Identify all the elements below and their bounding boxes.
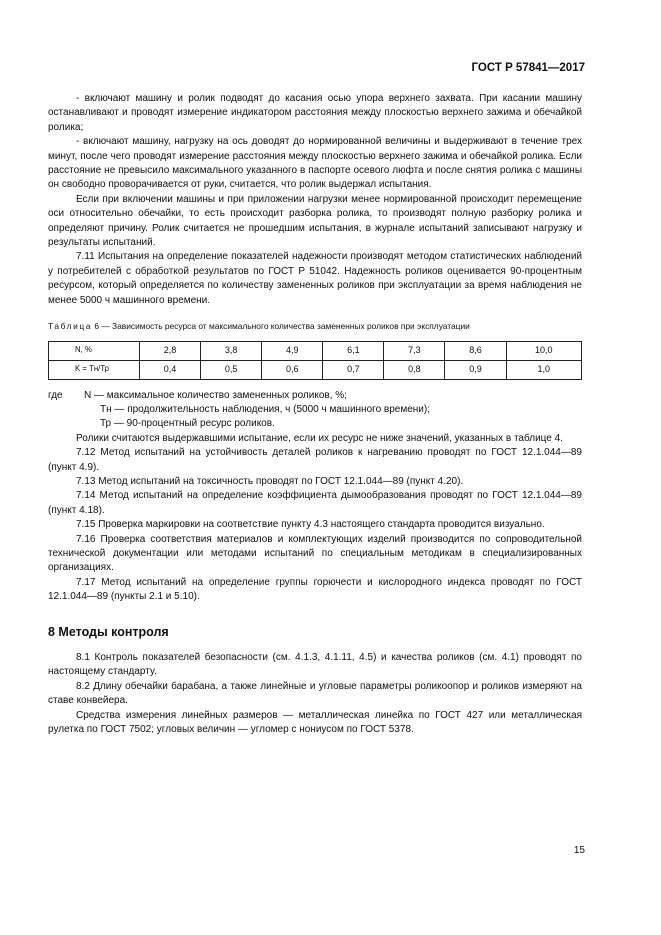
paragraph: 8.1 Контроль показателей безопасности (см. 4.1.3, 4.1.11, 4.5) и качества роликов (см. 4.1) проводят по настоящему стандарту. bbox=[48, 652, 582, 678]
where-text: — максимальное количество замененных роликов, %; bbox=[94, 389, 347, 401]
table-caption-text: 6 — Зависимость ресурса от максимального количества замененных роликов при эксплуатации bbox=[92, 321, 470, 332]
where-row bbox=[48, 417, 582, 431]
paragraph: 7.16 Проверка соответствия материалов и комплектующих изделий производится по сопроводительной технической документации или методами испытаний по специальным методикам в специализированных организациях. bbox=[48, 533, 582, 574]
paragraph: 7.15 Проверка маркировки на соответствие пункту 4.3 настоящего стандарта проводится визуально. bbox=[76, 519, 545, 531]
table-row bbox=[49, 360, 582, 379]
paragraph: - включают машину, нагрузку на ось доводят до нормированной величины и выдерживают в течение трех минут, после чего проводят измерение расстояния между плоскостью верхнего зажима и обечайкой ролика. Если расстояние не превысило максимального указанного в паспорте осевого люфта и после снятия ролика с машины он свободно проворачивается от руки, считается, что ролик выдержал испытания. bbox=[48, 136, 582, 191]
paragraph: 7.17 Метод испытаний на определение группы горючести и кислородного индекса проводят по ГОСТ 12.1.044—89 (пункты 2.1 и 5.10). bbox=[48, 576, 582, 603]
table-cell: 0,9 bbox=[445, 360, 506, 379]
paragraph: 7.13 Метод испытаний на токсичность проводят по ГОСТ 12.1.044—89 (пункт 4.20). bbox=[76, 475, 464, 487]
where-row bbox=[48, 403, 582, 417]
table-cell: 0,8 bbox=[384, 360, 445, 379]
paragraph: 7.12 Метод испытаний на устойчивость деталей роликов к нагреванию проводят по ГОСТ 12.1.044—89 (пункт 4.9). bbox=[48, 447, 582, 473]
where-intro: где bbox=[48, 389, 63, 401]
table-cell: 6,1 bbox=[323, 341, 384, 360]
paragraph: 8.2 Длину обечайки барабана, а также линейные и угловые параметры роликоопор и роликов измеряют на ставе конвейера. bbox=[48, 680, 582, 707]
table-cell: 0,6 bbox=[262, 360, 323, 379]
table-cell: 0,4 bbox=[140, 360, 201, 379]
table-row-label: K = Тн/Тр bbox=[49, 360, 140, 379]
table-cell: 8,6 bbox=[445, 341, 506, 360]
paragraph: Средства измерения линейных размеров — металлическая линейка по ГОСТ 427 или металлическая рулетка по ГОСТ 7502; угловых величин — угломер с нониусом по ГОСТ 5378. bbox=[48, 709, 582, 736]
paragraph: 7.11 Испытания на определение показателей надежности производят методом статистических наблюдений у потребителей с обработкой результатов по ГОСТ Р 51042. Надежность роликов оценивается 90-процентным ресурсом, который определяется по количеству замененных роликов при эксплуатации за время наблюдения не менее 5000 ч машинного времени. bbox=[48, 251, 582, 306]
document-header: ГОСТ Р 57841—2017 bbox=[471, 62, 585, 74]
table-cell: 0,5 bbox=[201, 360, 262, 379]
table-row bbox=[49, 341, 582, 360]
table-cell: 7,3 bbox=[384, 341, 445, 360]
paragraph: 7.14 Метод испытаний на определение коэффициента дымообразования проводят по ГОСТ 12.1.044—89 (пункт 4.18). bbox=[48, 490, 582, 516]
where-symbol: Тн bbox=[100, 403, 112, 415]
paragraph: Ролики считаются выдержавшими испытание, если их ресурс не ниже значений, указанных в таблице 4. bbox=[76, 432, 563, 444]
page-number: 15 bbox=[573, 845, 585, 856]
section-heading: 8 Методы контроля bbox=[48, 624, 169, 639]
table-caption bbox=[48, 319, 582, 333]
table-row-label: N, % bbox=[49, 341, 140, 360]
paragraph: - включают машину и ролик подводят до касания осью упора верхнего захвата. При касании машину останавливают и проводят измерение индикатором расстояния между плоскостью верхнего зажима и обечайкой ролика; bbox=[48, 93, 582, 133]
paragraph: Если при включении машины и при приложении нагрузки менее нормированной происходит перемещение оси относительно обечайки, то есть происходит разборка ролика, то производят полную разборку ролика и определяют причину. Ролик считается не прошедшим испытания, в журнале испытаний записывают нагрузку и результаты испытаний. bbox=[48, 193, 582, 249]
where-row bbox=[48, 389, 582, 403]
where-symbol: Тр bbox=[100, 418, 112, 430]
table-cell: 0,7 bbox=[323, 360, 384, 379]
table-cell: 10,0 bbox=[506, 341, 581, 360]
where-symbol: N bbox=[84, 389, 92, 401]
table-caption-prefix: Таблица bbox=[48, 321, 93, 332]
where-text: — 90-процентный ресурс роликов. bbox=[113, 418, 275, 430]
resource-table bbox=[48, 341, 582, 380]
table-cell: 2,8 bbox=[140, 341, 201, 360]
where-text: — продолжительность наблюдения, ч (5000 ч машинного времени); bbox=[114, 403, 430, 415]
table-cell: 3,8 bbox=[201, 341, 262, 360]
page-content bbox=[48, 92, 582, 737]
table-cell: 4,9 bbox=[262, 341, 323, 360]
table-cell: 1,0 bbox=[506, 360, 581, 379]
